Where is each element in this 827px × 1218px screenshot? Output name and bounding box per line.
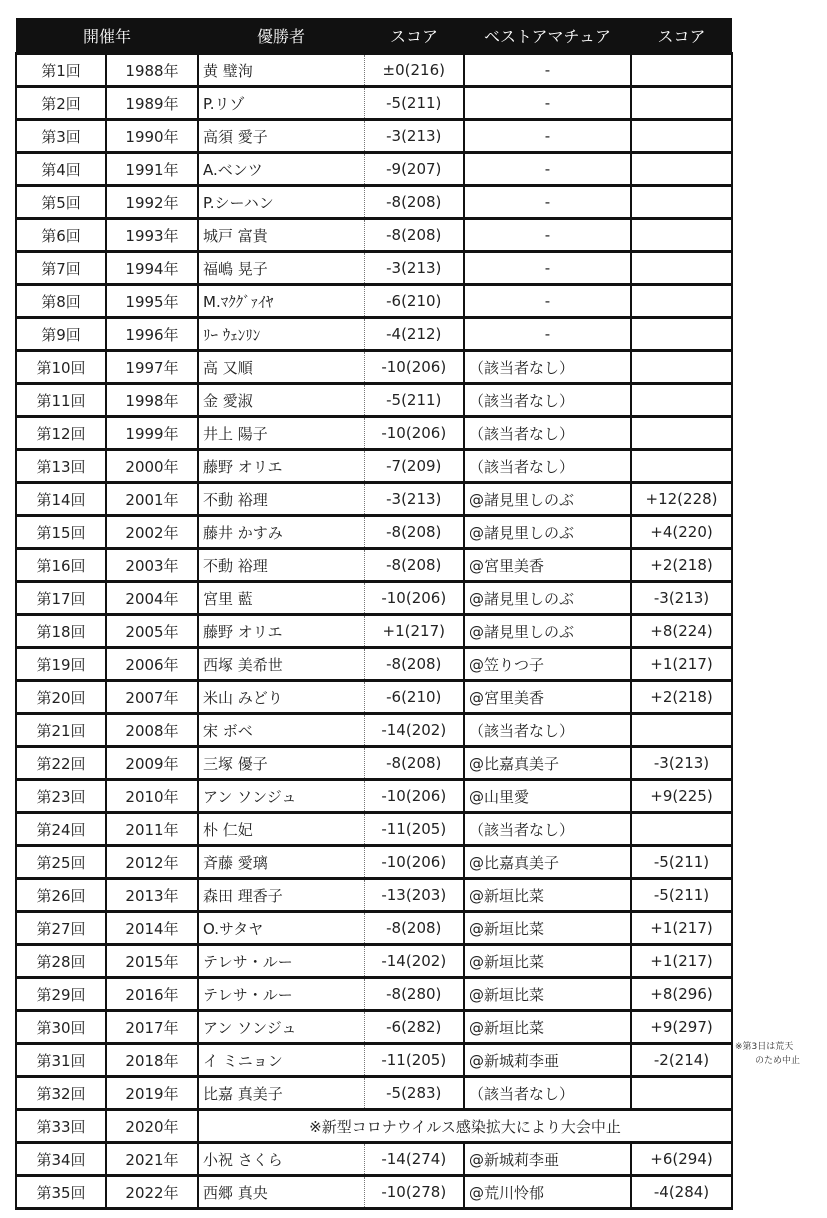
winner-cell: 城戸 富貴 bbox=[198, 219, 364, 252]
year-cell: 2008年 bbox=[106, 714, 198, 747]
best-amateur-cell: @比嘉真美子 bbox=[464, 846, 631, 879]
year-cell: 1996年 bbox=[106, 318, 198, 351]
table-row bbox=[16, 549, 732, 582]
table-row bbox=[16, 1110, 732, 1143]
best-amateur-cell: @新垣比菜 bbox=[464, 912, 631, 945]
best-amateur-cell: - bbox=[464, 285, 631, 318]
year-cell: 2004年 bbox=[106, 582, 198, 615]
best-amateur-cell: @新城莉李亜 bbox=[464, 1044, 631, 1077]
winner-cell: 朴 仁妃 bbox=[198, 813, 364, 846]
year-cell: 2010年 bbox=[106, 780, 198, 813]
round-cell: 第15回 bbox=[16, 516, 106, 549]
best-amateur-cell: @荒川怜郁 bbox=[464, 1176, 631, 1209]
winner-cell: 三塚 優子 bbox=[198, 747, 364, 780]
table-row bbox=[16, 483, 732, 516]
amateur-score-cell bbox=[631, 252, 732, 285]
best-amateur-cell: - bbox=[464, 252, 631, 285]
round-cell: 第34回 bbox=[16, 1143, 106, 1176]
best-amateur-cell: @比嘉真美子 bbox=[464, 747, 631, 780]
round-cell: 第13回 bbox=[16, 450, 106, 483]
score-cell: -10(206) bbox=[364, 417, 464, 450]
amateur-score-cell bbox=[631, 54, 732, 87]
score-cell: -8(208) bbox=[364, 219, 464, 252]
amateur-score-cell bbox=[631, 285, 732, 318]
amateur-score-cell: +9(225) bbox=[631, 780, 732, 813]
score-cell: -10(206) bbox=[364, 846, 464, 879]
round-cell: 第28回 bbox=[16, 945, 106, 978]
best-amateur-cell: @山里愛 bbox=[464, 780, 631, 813]
table-row bbox=[16, 846, 732, 879]
round-cell: 第22回 bbox=[16, 747, 106, 780]
amateur-score-cell bbox=[631, 714, 732, 747]
table-row bbox=[16, 813, 732, 846]
score-cell: -10(206) bbox=[364, 582, 464, 615]
best-amateur-cell: @宮里美香 bbox=[464, 681, 631, 714]
table-row bbox=[16, 1011, 732, 1044]
score-cell: -8(280) bbox=[364, 978, 464, 1011]
score-cell: -6(282) bbox=[364, 1011, 464, 1044]
amateur-score-cell: -4(284) bbox=[631, 1176, 732, 1209]
score-cell: -8(208) bbox=[364, 549, 464, 582]
score-cell: -8(208) bbox=[364, 912, 464, 945]
table-row bbox=[16, 87, 732, 120]
amateur-score-cell bbox=[631, 318, 732, 351]
table-row bbox=[16, 1044, 732, 1077]
winner-cell: A.ベンツ bbox=[198, 153, 364, 186]
table-row bbox=[16, 219, 732, 252]
score-cell: -8(208) bbox=[364, 747, 464, 780]
round-cell: 第25回 bbox=[16, 846, 106, 879]
round-cell: 第27回 bbox=[16, 912, 106, 945]
best-amateur-cell: @諸見里しのぶ bbox=[464, 582, 631, 615]
winner-cell: M.ﾏｸｸﾞｧｲﾔ bbox=[198, 285, 364, 318]
round-cell: 第5回 bbox=[16, 186, 106, 219]
score-cell: -5(211) bbox=[364, 87, 464, 120]
amateur-score-cell: +8(296) bbox=[631, 978, 732, 1011]
round-cell: 第33回 bbox=[16, 1110, 106, 1143]
winner-cell: 井上 陽子 bbox=[198, 417, 364, 450]
best-amateur-cell: @宮里美香 bbox=[464, 549, 631, 582]
round-cell: 第16回 bbox=[16, 549, 106, 582]
winner-cell: 西郷 真央 bbox=[198, 1176, 364, 1209]
year-cell: 2012年 bbox=[106, 846, 198, 879]
year-cell: 2005年 bbox=[106, 615, 198, 648]
winner-cell: 金 愛淑 bbox=[198, 384, 364, 417]
best-amateur-cell: @新垣比菜 bbox=[464, 978, 631, 1011]
table-row bbox=[16, 681, 732, 714]
score-cell: -8(208) bbox=[364, 516, 464, 549]
amateur-score-cell: +8(224) bbox=[631, 615, 732, 648]
round-cell: 第9回 bbox=[16, 318, 106, 351]
header-best-amateur: ベストアマチュア bbox=[464, 18, 631, 54]
winner-cell: 福嶋 晃子 bbox=[198, 252, 364, 285]
round-cell: 第26回 bbox=[16, 879, 106, 912]
best-amateur-cell: （該当者なし） bbox=[464, 384, 631, 417]
amateur-score-cell: +2(218) bbox=[631, 549, 732, 582]
year-cell: 1989年 bbox=[106, 87, 198, 120]
table-row bbox=[16, 417, 732, 450]
round-cell: 第6回 bbox=[16, 219, 106, 252]
amateur-score-cell bbox=[631, 186, 732, 219]
year-cell: 2015年 bbox=[106, 945, 198, 978]
table-row bbox=[16, 780, 732, 813]
cancellation-note: ※新型コロナウイルス感染拡大により大会中止 bbox=[198, 1110, 732, 1143]
winner-cell: 森田 理香子 bbox=[198, 879, 364, 912]
score-cell: -10(206) bbox=[364, 780, 464, 813]
winner-cell: アン ソンジュ bbox=[198, 780, 364, 813]
year-cell: 2021年 bbox=[106, 1143, 198, 1176]
round-cell: 第29回 bbox=[16, 978, 106, 1011]
score-cell: -10(278) bbox=[364, 1176, 464, 1209]
footnote-line: ※第3日は荒天 bbox=[735, 1042, 794, 1052]
score-cell: -5(211) bbox=[364, 384, 464, 417]
score-cell: ±0(216) bbox=[364, 54, 464, 87]
best-amateur-cell: - bbox=[464, 87, 631, 120]
footnote-line: のため中止 bbox=[755, 1056, 801, 1066]
table-row bbox=[16, 186, 732, 219]
best-amateur-cell: @笠りつ子 bbox=[464, 648, 631, 681]
round-cell: 第21回 bbox=[16, 714, 106, 747]
score-cell: -14(274) bbox=[364, 1143, 464, 1176]
table-row bbox=[16, 912, 732, 945]
year-cell: 2003年 bbox=[106, 549, 198, 582]
amateur-score-cell bbox=[631, 87, 732, 120]
amateur-score-cell: -3(213) bbox=[631, 582, 732, 615]
table-row bbox=[16, 318, 732, 351]
header-year: 開催年 bbox=[16, 18, 198, 54]
score-cell: -14(202) bbox=[364, 945, 464, 978]
winner-cell: P.シーハン bbox=[198, 186, 364, 219]
best-amateur-cell: @新垣比菜 bbox=[464, 945, 631, 978]
year-cell: 2019年 bbox=[106, 1077, 198, 1110]
year-cell: 2014年 bbox=[106, 912, 198, 945]
header-amateur-score: スコア bbox=[631, 18, 732, 54]
amateur-score-cell: +1(217) bbox=[631, 648, 732, 681]
best-amateur-cell: @新垣比菜 bbox=[464, 879, 631, 912]
amateur-score-cell bbox=[631, 384, 732, 417]
amateur-score-cell bbox=[631, 1077, 732, 1110]
score-cell: -6(210) bbox=[364, 285, 464, 318]
best-amateur-cell: （該当者なし） bbox=[464, 1077, 631, 1110]
table-row bbox=[16, 582, 732, 615]
year-cell: 2022年 bbox=[106, 1176, 198, 1209]
best-amateur-cell: （該当者なし） bbox=[464, 450, 631, 483]
score-cell: -3(213) bbox=[364, 483, 464, 516]
winner-cell: 宮里 藍 bbox=[198, 582, 364, 615]
winner-cell: ﾘｰ ｳｪﾝﾘﾝ bbox=[198, 318, 364, 351]
table-row bbox=[16, 1176, 732, 1209]
year-cell: 1993年 bbox=[106, 219, 198, 252]
amateur-score-cell bbox=[631, 813, 732, 846]
year-cell: 2017年 bbox=[106, 1011, 198, 1044]
best-amateur-cell: （該当者なし） bbox=[464, 714, 631, 747]
best-amateur-cell: - bbox=[464, 120, 631, 153]
round-cell: 第10回 bbox=[16, 351, 106, 384]
footnote bbox=[735, 1040, 800, 1068]
table-row bbox=[16, 945, 732, 978]
round-cell: 第11回 bbox=[16, 384, 106, 417]
score-cell: -3(213) bbox=[364, 120, 464, 153]
table-row bbox=[16, 879, 732, 912]
score-cell: -9(207) bbox=[364, 153, 464, 186]
table-row bbox=[16, 120, 732, 153]
year-cell: 2018年 bbox=[106, 1044, 198, 1077]
year-cell: 1999年 bbox=[106, 417, 198, 450]
winner-cell: 黄 璧洵 bbox=[198, 54, 364, 87]
round-cell: 第8回 bbox=[16, 285, 106, 318]
round-cell: 第12回 bbox=[16, 417, 106, 450]
table-row bbox=[16, 1077, 732, 1110]
best-amateur-cell: - bbox=[464, 54, 631, 87]
table-row bbox=[16, 615, 732, 648]
winner-cell: 小祝 さくら bbox=[198, 1143, 364, 1176]
best-amateur-cell: - bbox=[464, 186, 631, 219]
round-cell: 第32回 bbox=[16, 1077, 106, 1110]
round-cell: 第1回 bbox=[16, 54, 106, 87]
table-row bbox=[16, 351, 732, 384]
amateur-score-cell bbox=[631, 120, 732, 153]
year-cell: 2000年 bbox=[106, 450, 198, 483]
amateur-score-cell bbox=[631, 219, 732, 252]
amateur-score-cell: -3(213) bbox=[631, 747, 732, 780]
winner-cell: 不動 裕理 bbox=[198, 549, 364, 582]
round-cell: 第30回 bbox=[16, 1011, 106, 1044]
score-cell: -11(205) bbox=[364, 1044, 464, 1077]
header-winner: 優勝者 bbox=[198, 18, 364, 54]
score-cell: -13(203) bbox=[364, 879, 464, 912]
year-cell: 2007年 bbox=[106, 681, 198, 714]
amateur-score-cell bbox=[631, 417, 732, 450]
best-amateur-cell: （該当者なし） bbox=[464, 813, 631, 846]
amateur-score-cell bbox=[631, 450, 732, 483]
winner-cell: O.サタヤ bbox=[198, 912, 364, 945]
round-cell: 第2回 bbox=[16, 87, 106, 120]
year-cell: 2020年 bbox=[106, 1110, 198, 1143]
year-cell: 2002年 bbox=[106, 516, 198, 549]
round-cell: 第23回 bbox=[16, 780, 106, 813]
round-cell: 第14回 bbox=[16, 483, 106, 516]
score-cell: -14(202) bbox=[364, 714, 464, 747]
winner-cell: 藤井 かすみ bbox=[198, 516, 364, 549]
year-cell: 1992年 bbox=[106, 186, 198, 219]
table-row bbox=[16, 714, 732, 747]
winner-cell: 藤野 オリエ bbox=[198, 615, 364, 648]
best-amateur-cell: @新城莉李亜 bbox=[464, 1143, 631, 1176]
round-cell: 第31回 bbox=[16, 1044, 106, 1077]
table-row bbox=[16, 1143, 732, 1176]
winner-cell: 高 又順 bbox=[198, 351, 364, 384]
winner-cell: イ ミニョン bbox=[198, 1044, 364, 1077]
score-cell: -3(213) bbox=[364, 252, 464, 285]
amateur-score-cell: +1(217) bbox=[631, 945, 732, 978]
best-amateur-cell: @諸見里しのぶ bbox=[464, 615, 631, 648]
winner-cell: 宋 ボベ bbox=[198, 714, 364, 747]
best-amateur-cell: - bbox=[464, 318, 631, 351]
score-cell: -5(283) bbox=[364, 1077, 464, 1110]
amateur-score-cell: +9(297) bbox=[631, 1011, 732, 1044]
winner-cell: テレサ・ルー bbox=[198, 945, 364, 978]
table-row bbox=[16, 450, 732, 483]
year-cell: 2016年 bbox=[106, 978, 198, 1011]
score-cell: -11(205) bbox=[364, 813, 464, 846]
amateur-score-cell bbox=[631, 153, 732, 186]
round-cell: 第17回 bbox=[16, 582, 106, 615]
tournament-results-table bbox=[15, 18, 733, 1210]
score-cell: -7(209) bbox=[364, 450, 464, 483]
best-amateur-cell: @諸見里しのぶ bbox=[464, 483, 631, 516]
amateur-score-cell: -5(211) bbox=[631, 846, 732, 879]
round-cell: 第7回 bbox=[16, 252, 106, 285]
best-amateur-cell: （該当者なし） bbox=[464, 417, 631, 450]
winner-cell: 西塚 美希世 bbox=[198, 648, 364, 681]
round-cell: 第24回 bbox=[16, 813, 106, 846]
round-cell: 第20回 bbox=[16, 681, 106, 714]
year-cell: 1994年 bbox=[106, 252, 198, 285]
table-row bbox=[16, 252, 732, 285]
table-row bbox=[16, 285, 732, 318]
score-cell: -6(210) bbox=[364, 681, 464, 714]
table-row bbox=[16, 648, 732, 681]
score-cell: -8(208) bbox=[364, 186, 464, 219]
year-cell: 2001年 bbox=[106, 483, 198, 516]
winner-cell: 藤野 オリエ bbox=[198, 450, 364, 483]
table-row bbox=[16, 516, 732, 549]
round-cell: 第35回 bbox=[16, 1176, 106, 1209]
score-cell: +1(217) bbox=[364, 615, 464, 648]
table-row bbox=[16, 384, 732, 417]
winner-cell: 米山 みどり bbox=[198, 681, 364, 714]
winner-cell: 斉藤 愛璃 bbox=[198, 846, 364, 879]
round-cell: 第18回 bbox=[16, 615, 106, 648]
year-cell: 1990年 bbox=[106, 120, 198, 153]
winner-cell: 不動 裕理 bbox=[198, 483, 364, 516]
best-amateur-cell: - bbox=[464, 219, 631, 252]
year-cell: 1988年 bbox=[106, 54, 198, 87]
year-cell: 1995年 bbox=[106, 285, 198, 318]
winner-cell: P.リゾ bbox=[198, 87, 364, 120]
best-amateur-cell: @諸見里しのぶ bbox=[464, 516, 631, 549]
round-cell: 第3回 bbox=[16, 120, 106, 153]
best-amateur-cell: - bbox=[464, 153, 631, 186]
round-cell: 第19回 bbox=[16, 648, 106, 681]
winner-cell: 高須 愛子 bbox=[198, 120, 364, 153]
year-cell: 1997年 bbox=[106, 351, 198, 384]
best-amateur-cell: （該当者なし） bbox=[464, 351, 631, 384]
header-score: スコア bbox=[364, 18, 464, 54]
table-row bbox=[16, 54, 732, 87]
amateur-score-cell: -5(211) bbox=[631, 879, 732, 912]
winner-cell: アン ソンジュ bbox=[198, 1011, 364, 1044]
year-cell: 2009年 bbox=[106, 747, 198, 780]
amateur-score-cell: +1(217) bbox=[631, 912, 732, 945]
round-cell: 第4回 bbox=[16, 153, 106, 186]
score-cell: -4(212) bbox=[364, 318, 464, 351]
amateur-score-cell: +4(220) bbox=[631, 516, 732, 549]
year-cell: 2013年 bbox=[106, 879, 198, 912]
year-cell: 1998年 bbox=[106, 384, 198, 417]
score-cell: -8(208) bbox=[364, 648, 464, 681]
year-cell: 1991年 bbox=[106, 153, 198, 186]
score-cell: -10(206) bbox=[364, 351, 464, 384]
amateur-score-cell: +12(228) bbox=[631, 483, 732, 516]
header-row bbox=[16, 18, 732, 54]
table-row bbox=[16, 153, 732, 186]
amateur-score-cell: -2(214) bbox=[631, 1044, 732, 1077]
winner-cell: 比嘉 真美子 bbox=[198, 1077, 364, 1110]
amateur-score-cell: +2(218) bbox=[631, 681, 732, 714]
winner-cell: テレサ・ルー bbox=[198, 978, 364, 1011]
best-amateur-cell: @新垣比菜 bbox=[464, 1011, 631, 1044]
amateur-score-cell bbox=[631, 351, 732, 384]
table-row bbox=[16, 978, 732, 1011]
table-row bbox=[16, 747, 732, 780]
year-cell: 2006年 bbox=[106, 648, 198, 681]
amateur-score-cell: +6(294) bbox=[631, 1143, 732, 1176]
year-cell: 2011年 bbox=[106, 813, 198, 846]
